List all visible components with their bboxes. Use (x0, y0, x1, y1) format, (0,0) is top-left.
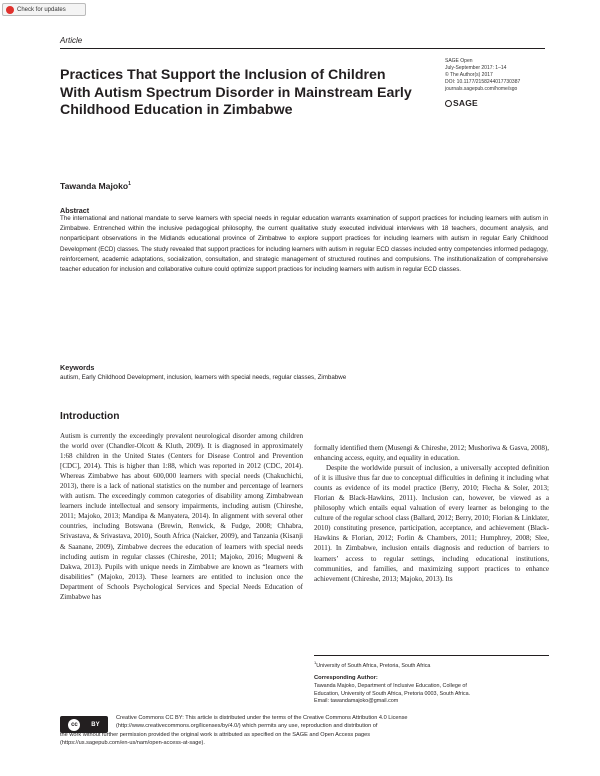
sage-logo (445, 98, 478, 108)
corresponding-author-heading: Corresponding Author: (314, 675, 378, 681)
journal-issue: July-September 2017: 1–14 (445, 65, 507, 71)
cc-icon: cc (68, 719, 80, 731)
affiliation-text: University of South Africa, Pretoria, South Africa (316, 662, 431, 669)
journal-doi[interactable]: DOI: 10.1177/2158244017730387 (445, 79, 521, 85)
corresponding-author-email[interactable]: Email: tawandamajoko@gmail.com (314, 698, 399, 705)
author-name: Tawanda Majoko (60, 181, 129, 191)
keywords-heading: Keywords (60, 363, 95, 372)
introduction-heading: Introduction (60, 411, 120, 422)
crossmark-icon (6, 6, 14, 14)
keywords-text: autism, Early Childhood Development, inclusion, learners with special needs, regular classes, Zimbabwe (60, 374, 347, 381)
affiliation-footnote (314, 659, 549, 670)
license-text (60, 714, 550, 747)
journal-info (445, 58, 585, 93)
corresponding-author-details (314, 683, 549, 706)
article-title: Practices That Support the Inclusion of Children With Autism Spectrum Disorder in Mainstream Early Childhood Education in Zimbabwe (60, 67, 412, 118)
check-for-updates-badge[interactable] (2, 3, 86, 16)
body-paragraph: Despite the worldwide pursuit of inclusion, a universally accepted definition of it is illusive thus far due to conceptual difficulties in defining it including what counts as evidence of its model practice (Berry, 2010; Flecha & Soler, 2013; Florian & Black-Hawkins, 2011). Inclusion can, however, be viewed as a philosophy which entails equal valuation of every learner as belonging to the culture of the regular school class (Ballard, 2012; Berry, 2010; Florian & Linklater, 2010) constituting presence, participation, acceptance, and achievement (Black-Hawkins & Florian, 2012; Forlin & Chambers, 2011; Humphrey, 2008; Slee, 2011). In Zimbabwe, inclusion entails diagnosis and reduction of barriers to learners’ access to regular settings, including educational institutions, communities, and families, and maximizing support practices to enhance achievement (Chireshe, 2013; Majoko, 2013). Its (314, 464, 549, 583)
abstract-heading: Abstract (60, 206, 90, 215)
body-column-right (314, 443, 549, 584)
abstract-text: The international and national mandate to serve learners with special needs in regular education warrants examination of support practices for including learners with autism in Zimbabwe. Entrenched within the inclusive pedagogical philosophy, the current qualitative study executed individual interviews with 18 teachers, document analysis, and nonparticipant observations in the Midlands educational province of Zimbabwe to explore support practices for including learners with autism in regular Early Childhood Development (ECD) classes. The study revealed that support practices for including learners with autism in regular ECD classes included entry competencies informed pedagogy, reinforcement, academic adaptations, socialization, consultation, and strategic management of structured routines and compulsions. The institutionalization of comprehensive teacher education for inclusion and collaborative culture could optimize support practices for including learners with autism in regular ECD classes. (60, 215, 548, 274)
license-line[interactable]: (http://www.creativecommons.org/licenses/by/4.0/) which permits any use, reproduction and distribution of (116, 723, 378, 730)
sage-logo-text: SAGE (453, 98, 478, 108)
by-icon: BY (91, 721, 100, 728)
author-affiliation-marker: 1 (128, 181, 131, 188)
license-line: Creative Commons CC BY: This article is distributed under the terms of the Creative Commons Attribution 4.0 License (116, 715, 408, 721)
affiliation-marker: 1 (314, 660, 317, 665)
journal-url[interactable]: journals.sagepub.com/home/sgo (445, 86, 518, 92)
body-paragraph: Autism is currently the exceedingly prevalent neurological disorder among children the world over (Chandler-Olcott & Kluth, 2009). It is diagnosed in approximately 1:68 children in the United States (Centers for Disease Control and Prevention [CDC], 2014). This is higher than 1:88, which was reported in 2012 (CDC, 2014). Whereas Zimbabwe has about 600,000 learners with special needs (Chakuchichi, 2013), there is a lack of national statistics on the number and percentage of learners with autism. The exceedingly common categories of disability among Zimbabwean learners include intellectual and sensory impairments, including autism (Chireshe, 2011; Majoko, 2013; Mandipa & Manyatera, 2014). In alignment with several other countries, including Botswana (Brewin, Renwick, & Fudge, 2008; Chhabra, Srivastava, & Srivastava, 2010), South Africa (Naicker, 2009), and Tanzania (Kisanji & Saanane, 2009), Zimbabwe decrees the education of learners with special needs including autism in regular classes (Chireshe, 2011; Majoko, 2016; Mugweni & Dakwa, 2013). Pupils with unique needs in Zimbabwe are known as “learners with disabilities” (Majoko, 2013). These learners are entitled to inclusion once the Department of Schools Psychological Services and Special Needs Education of Zimbabwe has (60, 432, 303, 601)
sage-logo-mark-icon (445, 100, 452, 107)
footnote-rule (314, 655, 549, 656)
journal-name: SAGE Open (445, 58, 473, 64)
body-column-left (60, 431, 303, 602)
license-line: the work without further permission provided the original work is attributed as specified on the SAGE and Open Access pages (60, 731, 370, 738)
journal-copyright: © The Author(s) 2017 (445, 72, 493, 78)
header-rule (60, 48, 545, 49)
check-for-updates-label: Check for updates (17, 6, 66, 13)
corresponding-author-line: Education, University of South Africa, Pretoria 0003, South Africa. (314, 690, 471, 697)
article-type-label: Article (60, 36, 83, 45)
license-line[interactable]: (https://us.sagepub.com/en-us/nam/open-access-at-sage). (60, 739, 205, 746)
body-paragraph: formally identified them (Musengi & Chireshe, 2012; Mushoriwa & Gasva, 2008), enhancing access, equity, and equality in education. (314, 444, 549, 463)
corresponding-author-line: Tawanda Majoko, Department of Inclusive Education, College of (314, 683, 467, 689)
author-line (60, 181, 131, 191)
